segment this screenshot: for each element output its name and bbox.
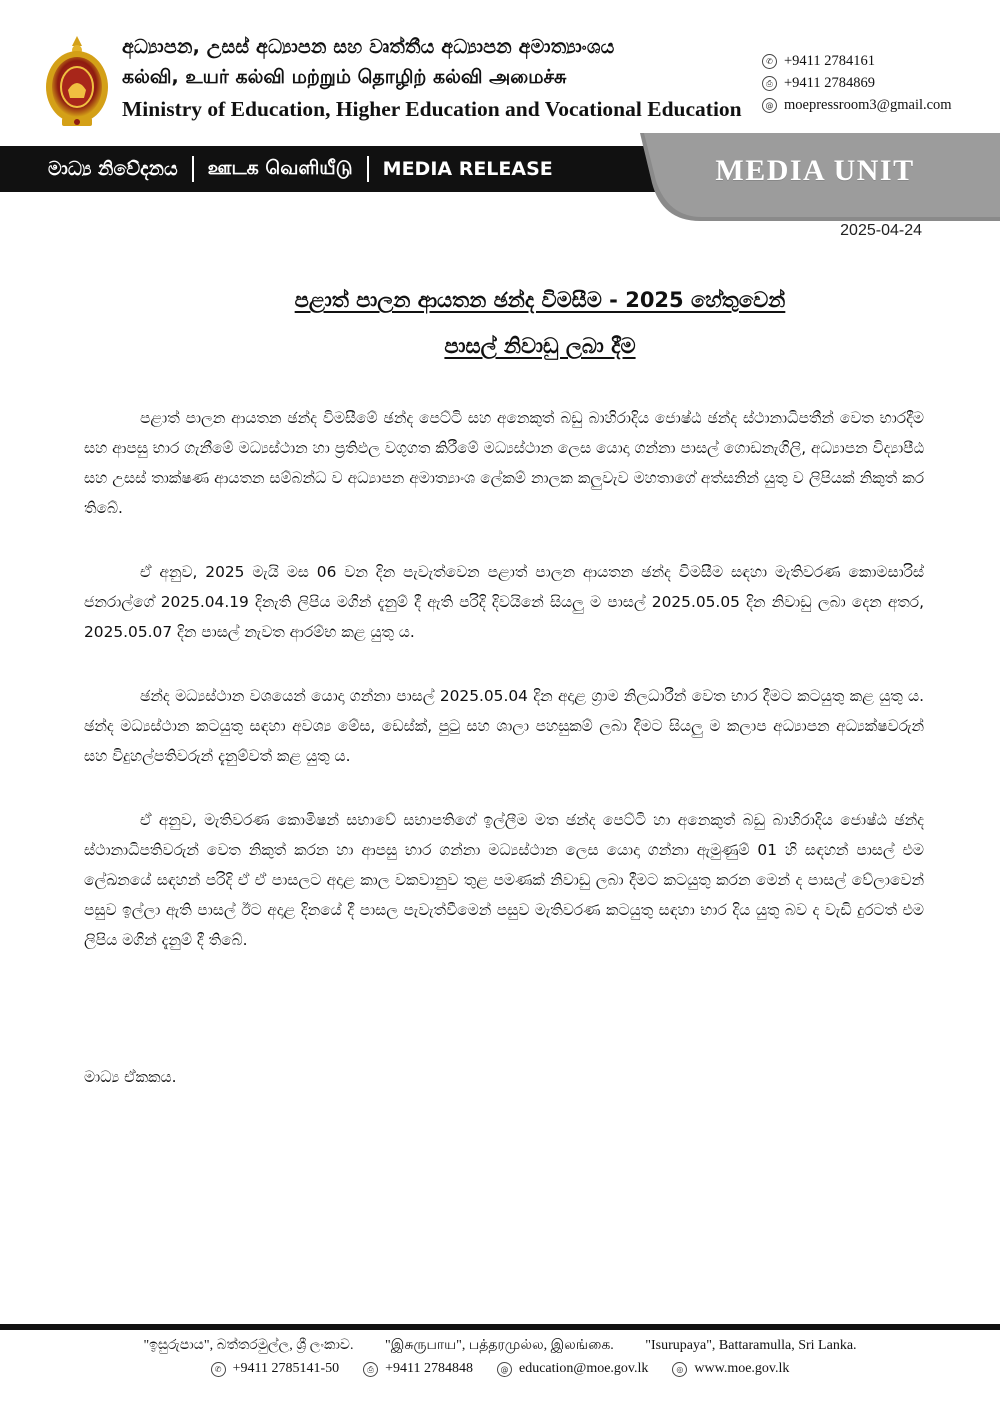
footer-contacts [0, 1361, 1000, 1377]
email-icon: @ [497, 1362, 512, 1377]
band-label-sinhala: මාධ්‍ය නිවේදනය [48, 158, 178, 180]
phone-icon: ✆ [211, 1362, 226, 1377]
release-title-line-1: පළාත් පාලන ආයතන ඡන්ද විමසීම - 2025 හේතුවෙන් [294, 288, 786, 312]
body-paragraph-3: ඡන්ද මධ්‍යස්ථාන වශයෙන් යොදා ගන්නා පාසල් 2025.05.04 දින අදාළ ග්‍රාම නිලධාරීන් වෙත භාර දීමට කටයුතු කළ යුතු ය. ඡන්ද මධ්‍යස්ථාන කටයුතු සඳහා අවශ්‍ය මේස, ඩෙස්ක්, පුටු සහ ශාලා පහසුකම් ලබා දීමට සියලු ම කලාප අධ්‍යාපන අධ්‍යක්ෂවරුන් සහ විදුහල්පතිවරුන් දැනුම්වත් කළ යුතු ය. [84, 687, 924, 765]
phone-icon: ✆ [762, 54, 777, 69]
address-sinhala: "ඉසුරුපාය", බත්තරමුල්ල, ශ්‍රී ලංකාව. [143, 1338, 354, 1353]
address-english: "Isurupaya", Battaramulla, Sri Lanka. [645, 1338, 857, 1353]
footer-address [0, 1338, 1000, 1355]
ministry-name-english: Ministry of Education, Higher Education and Vocational Education [122, 97, 742, 121]
body-paragraph-2: ඒ අනුව, 2025 මැයි මස 06 වන දින පැවැත්වෙන පළාත් පාලන ආයතන ඡන්ද විමසීම සඳහා මැතිවරණ කොමසාරිස් ජනරාල්ගේ 2025.04.19 දිනැති ලිපිය මගින් දැනුම් දී ඇති පරිදි දිවයිනේ සියලු ම පාසල් 2025.05.05 දින නිවාඩු ලබා දෙන අතර, 2025.05.07 දින පාසල් නැවත ආරම්භ කළ යුතු ය. [84, 563, 924, 641]
footer-email[interactable]: @ education@moe.gov.lk [497, 1361, 648, 1377]
footer-phone: ✆ +9411 2785141-50 [211, 1361, 340, 1377]
fax-icon: ⎙ [762, 76, 777, 91]
contact-list [762, 50, 952, 116]
contact-email[interactable]: @ moepressroom3@gmail.com [762, 94, 952, 116]
band-divider [192, 156, 194, 182]
contact-phone: ✆ +9411 2784161 [762, 50, 952, 72]
letterhead [0, 0, 1000, 140]
release-title-line-2: පාසල් නිවාඩු ලබා දීම [444, 334, 636, 358]
signature: මාධ්‍ය ඒකකය. [84, 1068, 177, 1086]
email-icon: @ [762, 98, 777, 113]
body-paragraph-1: පළාත් පාලන ආයතන ඡන්ද විමසීමේ ඡන්ද පෙට්ටි සහ අනෙකුත් බඩු බාහිරාදිය ජොෂ්ඨ ඡන්ද ස්ථානාධිපතීන් වෙත භාරදීම සහ ආපසු භාර ගැනීමේ මධ්‍යස්ථාන හා ප්‍රතිඵල වගුගත කිරීමේ මධ්‍යස්ථාන ලෙස යොදා ගන්නා පාසල් ගොඩනැගිලි, අධ්‍යාපන විද්‍යාපීඨ සහ උසස් තාක්ෂණ ආයතන සම්බන්ධ ව අධ්‍යාපන අමාත්‍යාංශ ලේකම් නාලක කලුවැව මහතාගේ අත්සනින් යුතු ව ලිපියක් නිකුත් කර තිබේ. [84, 409, 924, 517]
fax-icon: ⎙ [363, 1362, 378, 1377]
band-divider [367, 156, 369, 182]
media-unit-label: MEDIA UNIT [715, 154, 915, 187]
ministry-name-sinhala: අධ්‍යාපන, උසස් අධ්‍යාපන සහ වෘත්තීය අධ්‍යාපන අමාත්‍යාංශය [122, 36, 615, 58]
footer-fax: ⎙ +9411 2784848 [363, 1361, 473, 1377]
body-paragraph-4: ඒ අනුව, මැතිවරණ කොමිෂන් සභාවේ සභාපතිගේ ඉල්ලීම මත ඡන්ද පෙට්ටි හා අනෙකුත් බඩු බාහිරාදිය ජොෂ්ඨ ඡන්ද ස්ථානාධිපතිවරුන් වෙත නිකුත් කරන හා ආපසු භාර ගන්නා මධ්‍යස්ථාන ලෙස යොදා ගන්නා ඇමුණුම් 01 හි සඳහන් පාසල් එම ලේඛනයේ සඳහන් පරිදි ඒ ඒ පාසලට අදාළ කාල වකවානුව තුළ පමණක් නිවාඩු ලබා දීමට කටයුතු කරන මෙන් ද පාසල් වේලාවෙන් පසුව ඉල්ලා ඇති පාසල් ඊට අදාළ දිනයේ දී පාසල පැවැත්වීමෙන් පසුව මැතිවරණ කටයුතු සඳහා භාර දිය යුතු බව ද වැඩි දුරටත් එම ලිපිය මගින් දැනුම් දී තිබේ. [84, 811, 924, 949]
globe-icon: ◎ [672, 1362, 687, 1377]
contact-fax: ⎙ +9411 2784869 [762, 72, 952, 94]
ministry-name-tamil: கல்வி, உயர் கல்வி மற்றும் தொழிற் கல்வி அமைச்சு [122, 66, 567, 88]
band-label-english: MEDIA RELEASE [382, 158, 553, 180]
band-label-tamil: ஊடக வெளியீடு [207, 156, 353, 179]
sri-lanka-emblem-icon [42, 32, 112, 132]
release-date: 2025-04-24 [840, 222, 922, 239]
footer-website[interactable]: ◎ www.moe.gov.lk [672, 1361, 789, 1377]
footer [0, 1338, 1000, 1377]
footer-divider [0, 1324, 1000, 1330]
address-tamil: "இசுருபாய", பத்தரமுல்ல, இலங்கை. [385, 1338, 614, 1353]
release-body [84, 403, 924, 989]
